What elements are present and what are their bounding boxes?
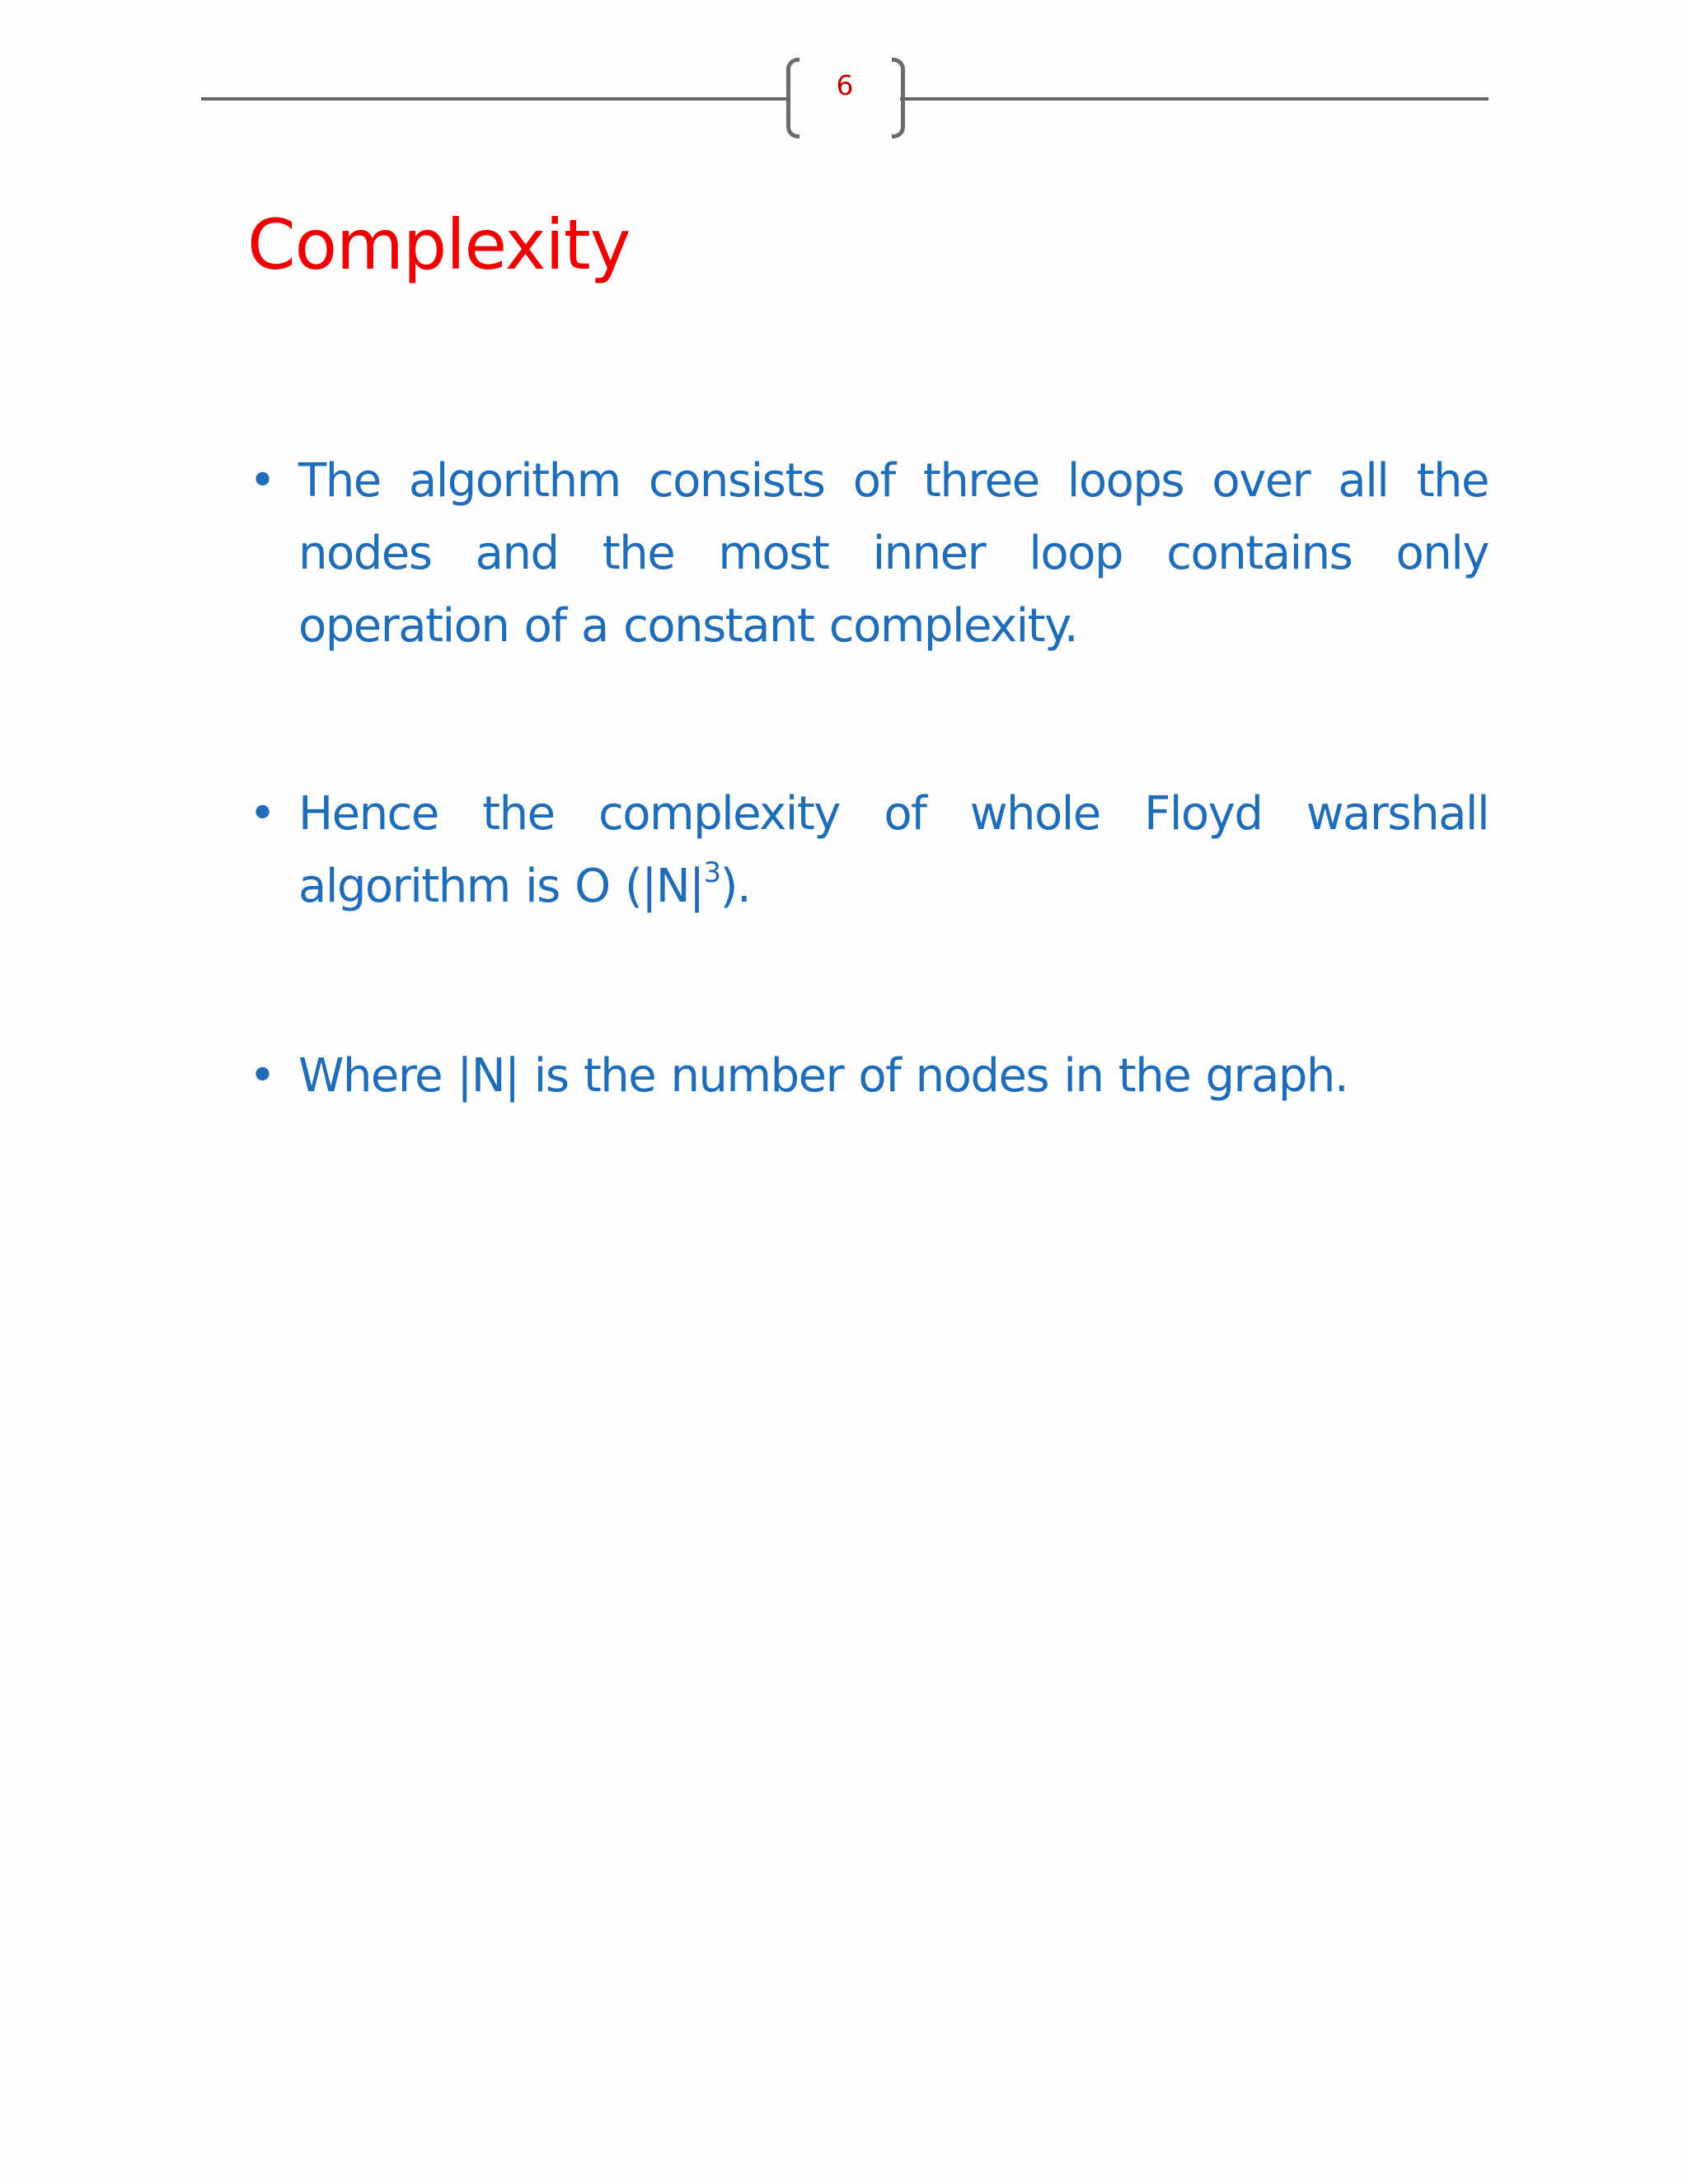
bullet-superscript: 3 [703,856,720,889]
bullet-text-end: ). [720,860,751,913]
bullet-list [247,445,1489,1113]
bullet-dot-icon: • [249,454,275,508]
bullet-item [247,1040,1489,1113]
page-number: 6 [836,69,854,101]
bullet-text: Where |N| is the number of nodes in the graph. [298,1049,1348,1103]
page-header [201,49,1489,148]
bullet-item [247,778,1489,923]
bullet-dot-icon: • [249,1049,275,1103]
header-rule-left [201,97,788,101]
header-rule-right [900,97,1489,101]
bullet-dot-icon: • [249,787,275,841]
page-title: Complexity [247,204,631,285]
bullet-item [247,445,1489,663]
bullet-text: The algorithm consists of three loops over all the nodes and the most inner loop contains only operation of a constant complexity. [298,454,1489,653]
bullet-text: Hence the complexity of whole Floyd warshall algorithm is O (|N| [298,787,1489,913]
left-bracket-icon [786,58,799,138]
